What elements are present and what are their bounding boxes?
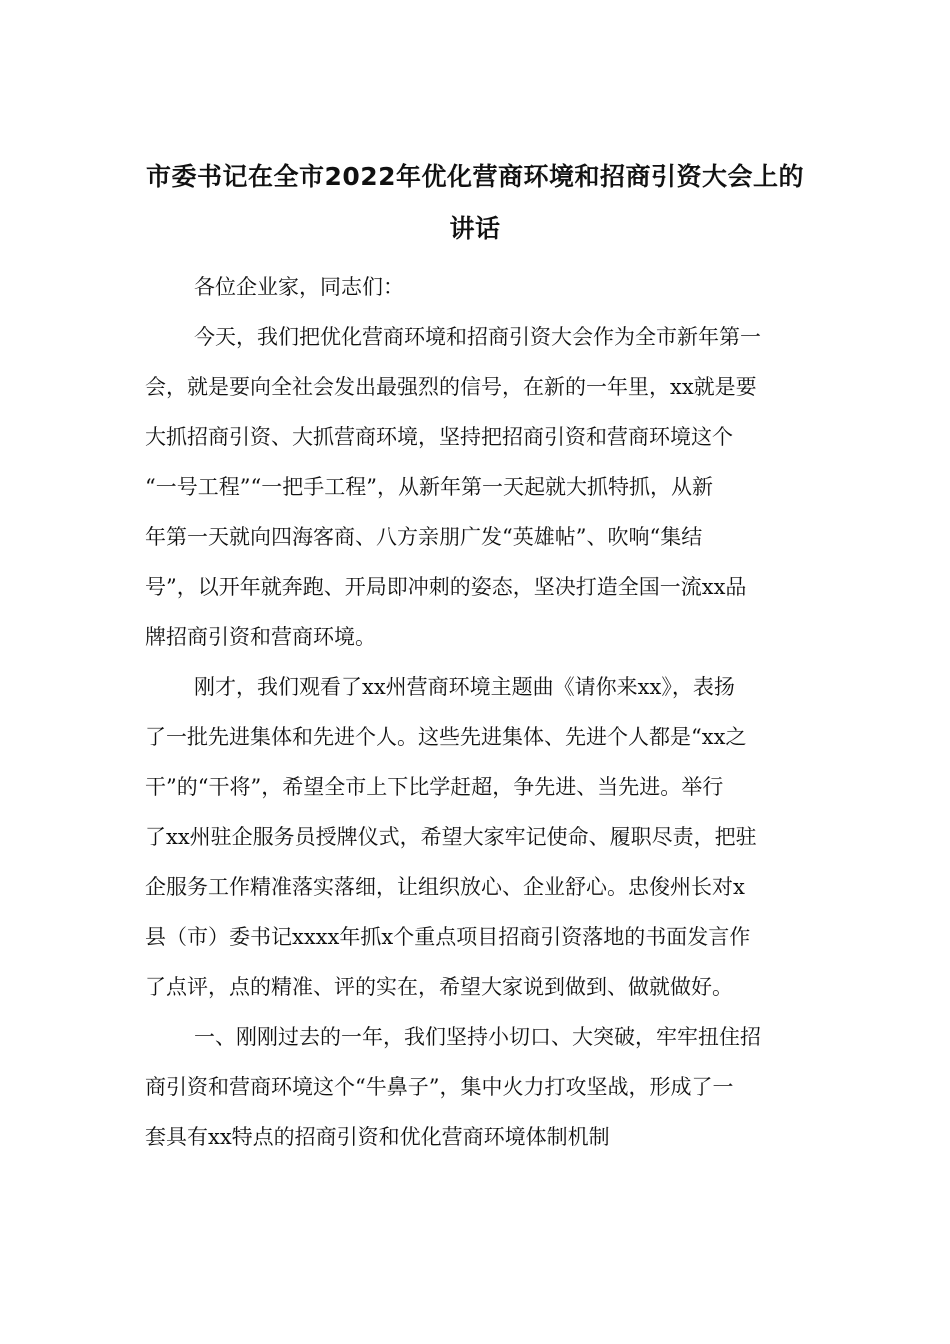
paragraph-line: 号”，以开年就奔跑、开局即冲刺的姿态，坚决打造全国一流xx品 xyxy=(145,575,747,599)
paragraph-line: 了点评，点的精准、评的实在，希望大家说到做到、做就做好。 xyxy=(145,975,733,999)
paragraph-line: “一号工程”“一把手工程”，从新年第一天起就大抓特抓，从新 xyxy=(145,475,713,499)
document-title-continued: 讲话 xyxy=(449,214,501,243)
document-body xyxy=(145,262,810,1162)
paragraph-line: 刚才，我们观看了xx州营商环境主题曲《请你来xx》，表扬 xyxy=(194,675,735,699)
document-title: 市委书记在全市2022年优化营商环境和招商引资大会上的 xyxy=(145,162,805,191)
paragraph-line: 今天，我们把优化营商环境和招商引资大会作为全市新年第一 xyxy=(194,325,761,349)
paragraph-line: 县（市）委书记xxxx年抓x个重点项目招商引资落地的书面发言作 xyxy=(145,925,751,949)
paragraph-line: 了一批先进集体和先进个人。这些先进集体、先进个人都是“xx之 xyxy=(145,725,747,749)
paragraph-line: 套具有xx特点的招商引资和优化营商环境体制机制 xyxy=(145,1125,610,1149)
paragraph-line: 牌招商引资和营商环境。 xyxy=(145,625,376,649)
section-heading-line: 一、刚刚过去的一年，我们坚持小切口、大突破，牢牢扭住招 xyxy=(194,1025,761,1049)
paragraph-line: 大抓招商引资、大抓营商环境，坚持把招商引资和营商环境这个 xyxy=(145,425,733,449)
paragraph-line: 年第一天就向四海客商、八方亲朋广发“英雄帖”、吹响“集结 xyxy=(145,525,703,549)
paragraph-line: 干”的“干将”，希望全市上下比学赶超，争先进、当先进。举行 xyxy=(145,775,724,799)
paragraph-line: 商引资和营商环境这个“牛鼻子”，集中火力打攻坚战，形成了一 xyxy=(145,1075,734,1099)
paragraph-line: 企服务工作精准落实落细，让组织放心、企业舒心。忠俊州长对x xyxy=(145,875,745,899)
salutation: 各位企业家，同志们： xyxy=(194,275,404,299)
paragraph-line: 了xx州驻企服务员授牌仪式，希望大家牢记使命、履职尽责，把驻 xyxy=(145,825,757,849)
paragraph-line: 会，就是要向全社会发出最强烈的信号，在新的一年里，xx就是要 xyxy=(145,375,757,399)
